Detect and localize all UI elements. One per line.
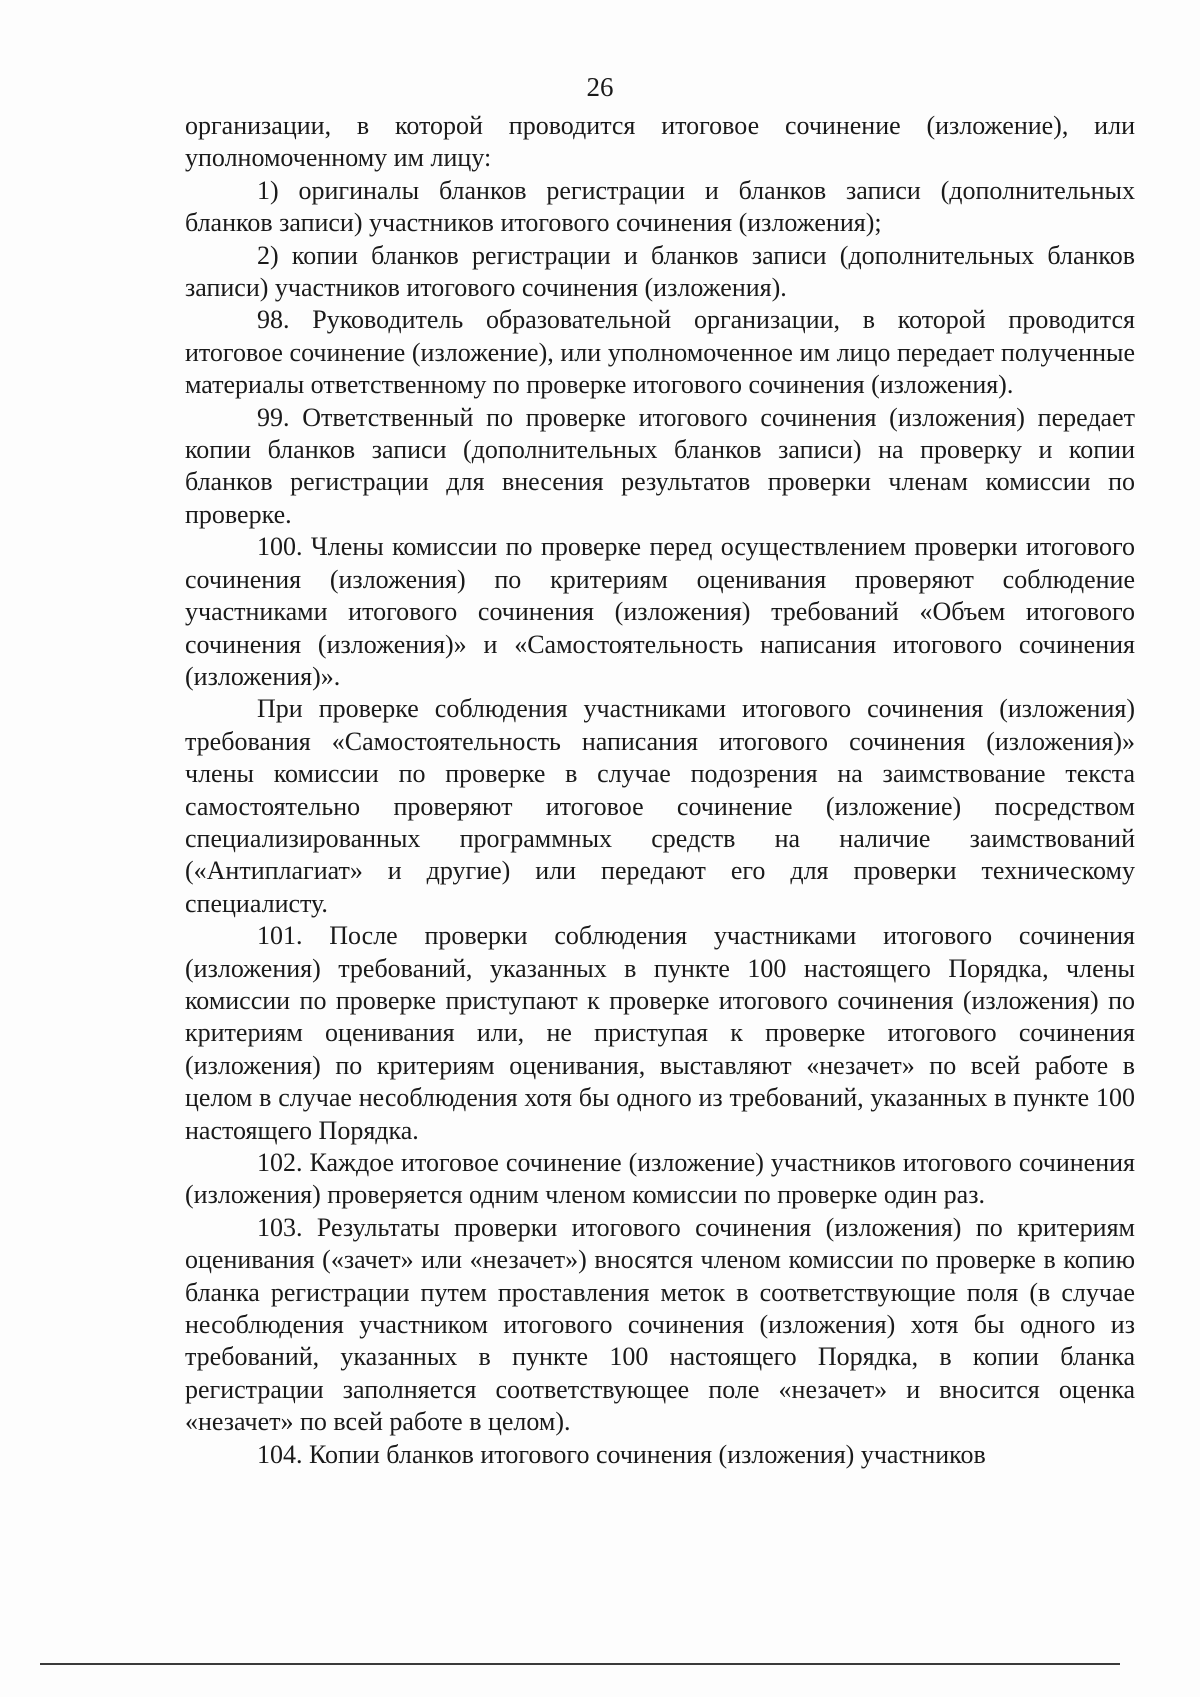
paragraph-item-2: 2) копии бланков регистрации и бланков записи (дополнительных бланков записи) участников итогового сочинения (изложения).: [185, 240, 1135, 303]
paragraph-101: 101. После проверки соблюдения участниками итогового сочинения (изложения) требований, указанных в пункте 100 настоящего Порядка, члены комиссии по проверке приступают к проверке итогового сочинения (изложения) по критериям оценивания или, не приступая к проверке итогового сочинения (изложения) по критериям оценивания, выставляют «незачет» по всей работе в целом в случае несоблюдения хотя бы одного из требований, указанных в пункте 100 настоящего Порядка.: [185, 921, 1135, 1145]
document-body: [185, 110, 1135, 1471]
paragraph-100: 100. Члены комиссии по проверке перед осуществлением проверки итогового сочинения (изложения) по критериям оценивания проверяют соблюдение участниками итогового сочинения (изложения) требований «Объем итогового сочинения (изложения)» и «Самостоятельность написания итогового сочинения (изложения)».: [185, 532, 1135, 691]
paragraph-99: 99. Ответственный по проверке итогового сочинения (изложения) передает копии бланков записи (дополнительных бланков записи) на проверку и копии бланков регистрации для внесения результатов проверки членам комиссии по проверке.: [185, 402, 1135, 529]
paragraph-102: 102. Каждое итоговое сочинение (изложение) участников итогового сочинения (изложения) проверяется одним членом комиссии по проверке один раз.: [185, 1148, 1135, 1210]
paragraph-item-1: 1) оригиналы бланков регистрации и бланков записи (дополнительных бланков записи) участников итогового сочинения (изложения);: [185, 175, 1135, 238]
paragraph-103: 103. Результаты проверки итогового сочинения (изложения) по критериям оценивания («зачет» или «незачет») вносятся членом комиссии по проверке в копию бланка регистрации путем проставления меток в соответствующие поля (в случае несоблюдения участником итогового сочинения (изложения) хотя бы одного из требований, указанных в пункте 100 настоящего Порядка, в копии бланка регистрации заполняется соответствующее поле «незачет» и вносится оценка «незачет» по всей работе в целом).: [185, 1212, 1135, 1437]
paragraph-98: 98. Руководитель образовательной организации, в которой проводится итоговое сочинение (изложение), или уполномоченное им лицо передает полученные материалы ответственному по проверке итогового сочинения (изложения).: [185, 305, 1135, 400]
page-number: 26: [586, 72, 614, 102]
bottom-rule-line: [40, 1663, 1120, 1665]
paragraph-continuation: организации, в которой проводится итоговое сочинение (изложение), или уполномоченному им лицу:: [185, 111, 1135, 173]
paragraph-100-continued: При проверке соблюдения участниками итогового сочинения (изложения) требования «Самостоятельность написания итогового сочинения (изложения)» члены комиссии по проверке в случае подозрения на заимствование текста самостоятельно проверяют итоговое сочинение (изложение) посредством специализированных программных средств на наличие заимствований («Антиплагиат» и другие) или передают его для проверки техническому специалисту.: [185, 694, 1135, 918]
paragraph-104: 104. Копии бланков итогового сочинения (изложения) участников: [257, 1439, 986, 1469]
